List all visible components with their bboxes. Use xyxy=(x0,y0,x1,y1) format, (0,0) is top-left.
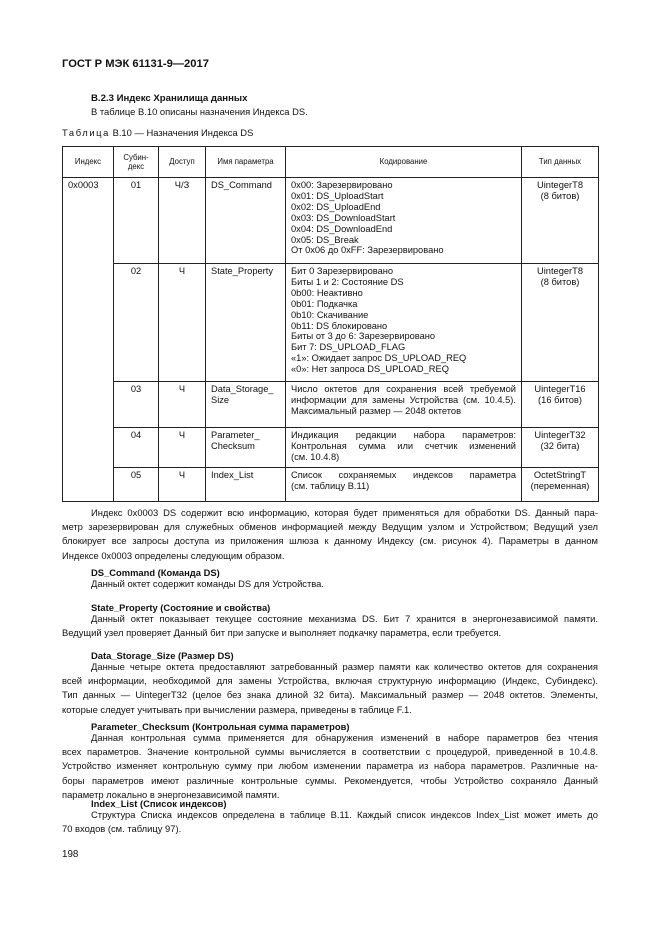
index-cell-continued xyxy=(63,264,114,382)
table-header-row xyxy=(63,147,599,178)
coding-cell: Список сохраняемых индексов параметра (см. таблицу В.11) xyxy=(286,468,522,502)
definition-title: Data_Storage_Size (Размер DS) xyxy=(91,650,234,661)
name-cell: Index_List xyxy=(206,468,286,502)
definition-text: Данная контрольная сумма применяется для обнаружения изменений в наборе параметров без чтения всех параметров. Значение контрольной суммы вычисляется в соответствии с процедурой, приведенной в 10.4.8. Устройство изменяет контрольную сумму при любом изменении параметра из набора параметров. Различные на- боры параметров имеют различные контрольные суммы. Рекомендуется, чтобы Устройство сохраняло Данный параметр локально в энергонезависимой памяти. xyxy=(62,732,598,800)
table-row xyxy=(63,468,599,502)
name-cell: DS_Command xyxy=(206,178,286,264)
page-header: ГОСТ Р МЭК 61131-9—2017 xyxy=(62,58,209,70)
datatype-cell: UintegerT16 (16 битов) xyxy=(522,382,599,428)
access-cell: Ч xyxy=(159,468,206,502)
name-cell: Parameter_ Checksum xyxy=(206,428,286,468)
section-title: В.2.3 Индекс Хранилища данных xyxy=(91,93,248,104)
index-cell: 0x0003 xyxy=(63,178,114,264)
subindex-cell: 02 xyxy=(114,264,159,382)
header-datatype: Тип данных xyxy=(522,147,599,178)
definition-title: State_Property (Состояние и свойства) xyxy=(91,602,271,613)
subindex-cell: 03 xyxy=(114,382,159,428)
page-number: 198 xyxy=(62,849,79,860)
definition-title: Parameter_Checksum (Контрольная сумма параметров) xyxy=(91,721,350,732)
index-cell-continued xyxy=(63,382,114,428)
coding-cell: 0x00: Зарезервировано 0x01: DS_UploadStart 0x02: DS_UploadEnd 0x03: DS_DownloadStart 0x04: DS_DownloadEnd 0x05: DS_Break От 0x06 до 0xFF: Зарезервировано xyxy=(286,178,522,264)
datatype-cell: UintegerT8 (8 битов) xyxy=(522,264,599,382)
datatype-cell: OctetStringT (переменная) xyxy=(522,468,599,502)
table-caption-title: В.10 — Назначения Индекса DS xyxy=(109,127,254,138)
access-cell: Ч xyxy=(159,428,206,468)
datatype-cell: UintegerT8 (8 битов) xyxy=(522,178,599,264)
table-row xyxy=(63,382,599,428)
header-name: Имя параметра xyxy=(206,147,286,178)
ds-index-table xyxy=(62,146,599,502)
coding-cell: Индикация редакции набора параметров: Контрольная сумма или счетчик изменений (см. 10.4.8) xyxy=(286,428,522,468)
definition-text: Данные четыре октета предоставляют затребованный размер памяти как количество октетов для сохранения всей информации, необходимой для замены Устройства, включая структурную информацию (Индекс, Субиндекс). Тип данных — UintegerT32 (целое без знака длиной 32 бита). Максимальный размер — 2048 октетов. Элементы, которые следует учитывать при вычислении размера, приведены в таблице F.1. xyxy=(62,661,598,715)
subindex-cell: 01 xyxy=(114,178,159,264)
name-cell: State_Property xyxy=(206,264,286,382)
definition-title: DS_Command (Команда DS) xyxy=(91,567,220,578)
coding-cell: Бит 0 Зарезервировано Биты 1 и 2: Состояние DS 0b00: Неактивно 0b01: Подкачка 0b10: Скачивание 0b11: DS блокировано Биты от 3 до 6: Зарезервировано Бит 7: DS_UPLOAD_FLAG «1»: Ожидает запрос DS_UPLOAD_REQ «0»: Нет запроса DS_UPLOAD_REQ xyxy=(286,264,522,382)
header-coding: Кодирование xyxy=(286,147,522,178)
subindex-cell: 05 xyxy=(114,468,159,502)
access-cell: Ч xyxy=(159,264,206,382)
access-cell: Ч xyxy=(159,382,206,428)
index-cell-continued xyxy=(63,468,114,502)
table-caption-prefix: Таблица xyxy=(62,127,110,138)
definition-text: Данный октет показывает текущее состояние механизма DS. Бит 7 хранится в энергонезависимой памяти. Ведущий узел проверяет Данный бит при запуске и выполняет подкачку параметра, если требуется. xyxy=(62,613,598,639)
table-row xyxy=(63,264,599,382)
datatype-cell: UintegerT32 (32 бита) xyxy=(522,428,599,468)
index-cell-continued xyxy=(63,428,114,468)
subindex-cell: 04 xyxy=(114,428,159,468)
table-row xyxy=(63,428,599,468)
header-index: Индекс xyxy=(63,147,114,178)
access-cell: Ч/З xyxy=(159,178,206,264)
header-access: Доступ xyxy=(159,147,206,178)
intro-paragraph: Индекс 0x0003 DS содержит всю информацию, которая будет применяться для обработки DS. Данный пара- метр зарезервирован для служебных обменов информацией между Ведущим узлом и Устройством; Ведущий узел блокирует все запросы доступа из приложения шлюза к данному Индексу (см. рисунок 4). Параметры в данном Индексе 0x0003 определены следующим образом. xyxy=(62,507,598,561)
header-subindex: Субин- декс xyxy=(114,147,159,178)
definition-text: Структура Списка индексов определена в таблице В.11. Каждый список индексов Index_List может иметь до 70 входов (см. таблицу 97). xyxy=(62,809,598,835)
definition-title: Index_List (Список индексов) xyxy=(91,798,227,809)
table-row xyxy=(63,178,599,264)
definition-text: Данный октет содержит команды DS для Устройства. xyxy=(91,578,324,589)
name-cell: Data_Storage_ Size xyxy=(206,382,286,428)
coding-cell: Число октетов для сохранения всей требуемой информации для замены Устройства (см. 10.4.5). Максимальный размер — 2048 октетов xyxy=(286,382,522,428)
table-caption xyxy=(62,127,253,138)
section-intro: В таблице В.10 описаны назначения Индекса DS. xyxy=(91,106,308,117)
